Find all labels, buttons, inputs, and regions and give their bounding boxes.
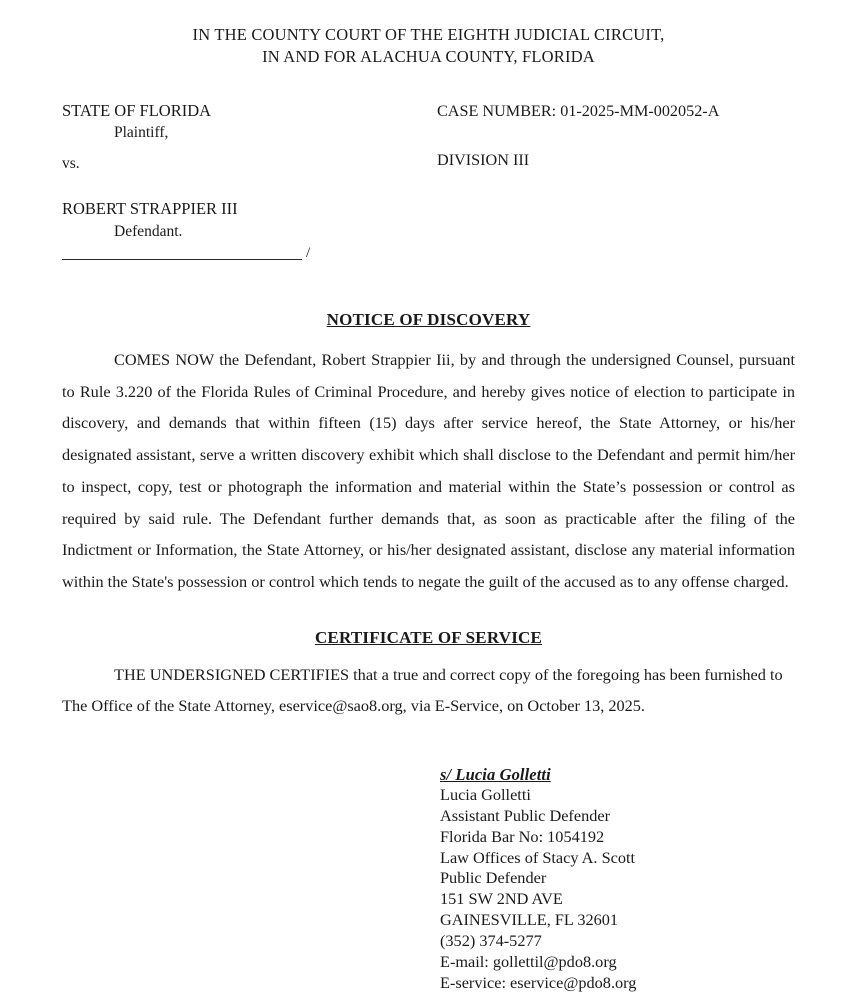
- plaintiff-role: Plaintiff,: [114, 124, 169, 142]
- document-page: [0, 24, 857, 992]
- document-body: COMES NOW the Defendant, Robert Strappier Iii, by and through the undersigned Counsel, pursuant to Rule 3.220 of the Florida Rules of Criminal Procedure, and hereby gives notice of election to participate in discovery, and demands that within fifteen (15) days after service hereof, the State Attorney, or his/her designated assistant, serve a written discovery exhibit which shall disclose to the Defendant and permit him/her to inspect, copy, test or photograph the information and material within the State’s possession or control as required by said rule. The Defendant further demands that, as soon as practicable after the filing of the Indictment or Information, the State Attorney, or his/her designated assistant, disclose any material information within the State's possession or control which tends to negate the guilt of the accused as to any offense charged.: [62, 349, 795, 592]
- certificate-title: CERTIFICATE OF SERVICE: [314, 627, 543, 647]
- signature-mark: s/ Lucia Golletti: [440, 764, 551, 784]
- signatory-address-line-1: 151 SW 2ND AVE: [440, 889, 563, 909]
- caption-case-info: [437, 99, 795, 276]
- defendant-role: Defendant.: [114, 223, 183, 241]
- court-header-line-1: IN THE COUNTY COURT OF THE EIGHTH JUDICIAL CIRCUIT,: [192, 25, 665, 44]
- signature-block: [0, 764, 857, 994]
- signatory-name: Lucia Golletti: [440, 784, 531, 804]
- court-header: [0, 24, 857, 69]
- signatory-title: Assistant Public Defender: [440, 805, 611, 825]
- plaintiff-name: STATE OF FLORIDA: [62, 100, 212, 120]
- certificate-body: THE UNDERSIGNED CERTIFIES that a true and correct copy of the foregoing has been furnished to The Office of the State Attorney, eservice@sao8.org, via E-Service, on October 13, 2025.: [62, 664, 783, 715]
- division: DIVISION III: [437, 151, 530, 170]
- signatory-bar-number: Florida Bar No: 1054192: [440, 826, 605, 846]
- signatory-office: Law Offices of Stacy A. Scott: [440, 847, 636, 867]
- signatory-eservice: E-service: eservice@pdo8.org: [440, 972, 637, 992]
- versus-label: vs.: [62, 154, 80, 172]
- signatory-office-role: Public Defender: [440, 868, 547, 888]
- document-title: NOTICE OF DISCOVERY: [326, 309, 531, 329]
- case-number: CASE NUMBER: 01-2025-MM-002052-A: [437, 101, 720, 120]
- caption-divider: [62, 244, 437, 276]
- caption-parties: [62, 99, 437, 276]
- signatory-address-line-2: GAINESVILLE, FL 32601: [440, 910, 619, 930]
- defendant-name: ROBERT STRAPPIER III: [62, 199, 238, 219]
- court-header-line-2: IN AND FOR ALACHUA COUNTY, FLORIDA: [262, 47, 595, 67]
- caption-slash: /: [306, 244, 311, 261]
- case-caption: [0, 99, 857, 276]
- signatory-email: E-mail: gollettil@pdo8.org: [440, 951, 617, 971]
- signatory-phone: (352) 374-5277: [440, 930, 542, 950]
